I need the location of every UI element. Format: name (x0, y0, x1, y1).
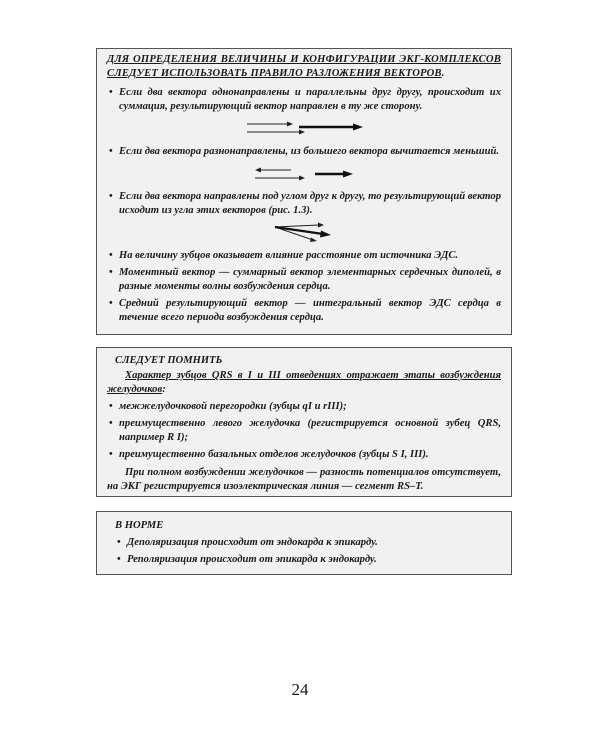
remember-title: СЛЕДУЕТ ПОМНИТЬ (115, 355, 223, 366)
note-distance: • На величину зубцов оказывает влияние расстояние от источника ЭДС. (107, 249, 501, 263)
box-heading: ДЛЯ ОПРЕДЕЛЕНИЯ ВЕЛИЧИНЫ И КОНФИГУРАЦИИ ЭКГ-КОМПЛЕКСОВ СЛЕДУЕТ ИСПОЛЬЗОВАТЬ ПРАВИЛО РАЗЛОЖЕНИЯ ВЕКТОРОВ. (107, 54, 501, 79)
rule-angle: • Если два вектора направлены под углом друг к другу, то результирующий вектор исходит из угла этих векторов (рис. 1.3). (107, 190, 501, 218)
remember-intro: Характер зубцов QRS в I и III отведениях отражает этапы возбуждения желудочков: (107, 369, 501, 395)
parallel-vectors-figure (107, 117, 501, 141)
rule-opposite: • Если два вектора разнонаправлены, из большего вектора вычитается меньший. (107, 145, 501, 159)
normal-depolarization: • Деполяризация происходит от эндокарда к эпикарду. (115, 536, 501, 550)
parallel-arrows-icon (239, 118, 369, 140)
note-mean-vector: • Средний результирующий вектор — интегральный вектор ЭДС сердца в течение всего периода возбуждения сердца. (107, 297, 501, 325)
stage-septum: • межжелудочковой перегородки (зубцы qI и rIII); (107, 400, 501, 414)
opposite-arrows-icon (249, 163, 359, 185)
stage-left-ventricle: • преимущественно левого желудочка (регистрируется основной зубец QRS, например R I); (107, 417, 501, 445)
normal-title: В НОРМЕ (115, 520, 164, 531)
rule-parallel: • Если два вектора однонаправлены и параллельны друг другу, происходит их суммация, результирующий вектор направлен в ту же сторону. (107, 86, 501, 114)
angle-vectors-figure (107, 221, 501, 245)
opposite-vectors-figure (107, 162, 501, 186)
normal-box (96, 511, 512, 575)
vector-rules-box (96, 48, 512, 335)
note-momentary-vector: • Моментный вектор — суммарный вектор элементарных сердечных диполей, в разные моменты волны возбуждения сердца. (107, 266, 501, 294)
normal-repolarization: • Реполяризация происходит от эпикарда к эндокарду. (115, 553, 501, 567)
angle-arrows-icon (269, 221, 339, 245)
stage-basal: • преимущественно базальных отделов желудочков (зубцы S I, III). (107, 448, 501, 462)
remember-paragraph: При полном возбуждении желудочков — разность потенциалов отсутствует, на ЭКГ регистрируется изоэлектрическая линия — сегмент RS–T. (107, 466, 501, 492)
page-number: 24 (291, 680, 309, 699)
remember-box (96, 347, 512, 497)
